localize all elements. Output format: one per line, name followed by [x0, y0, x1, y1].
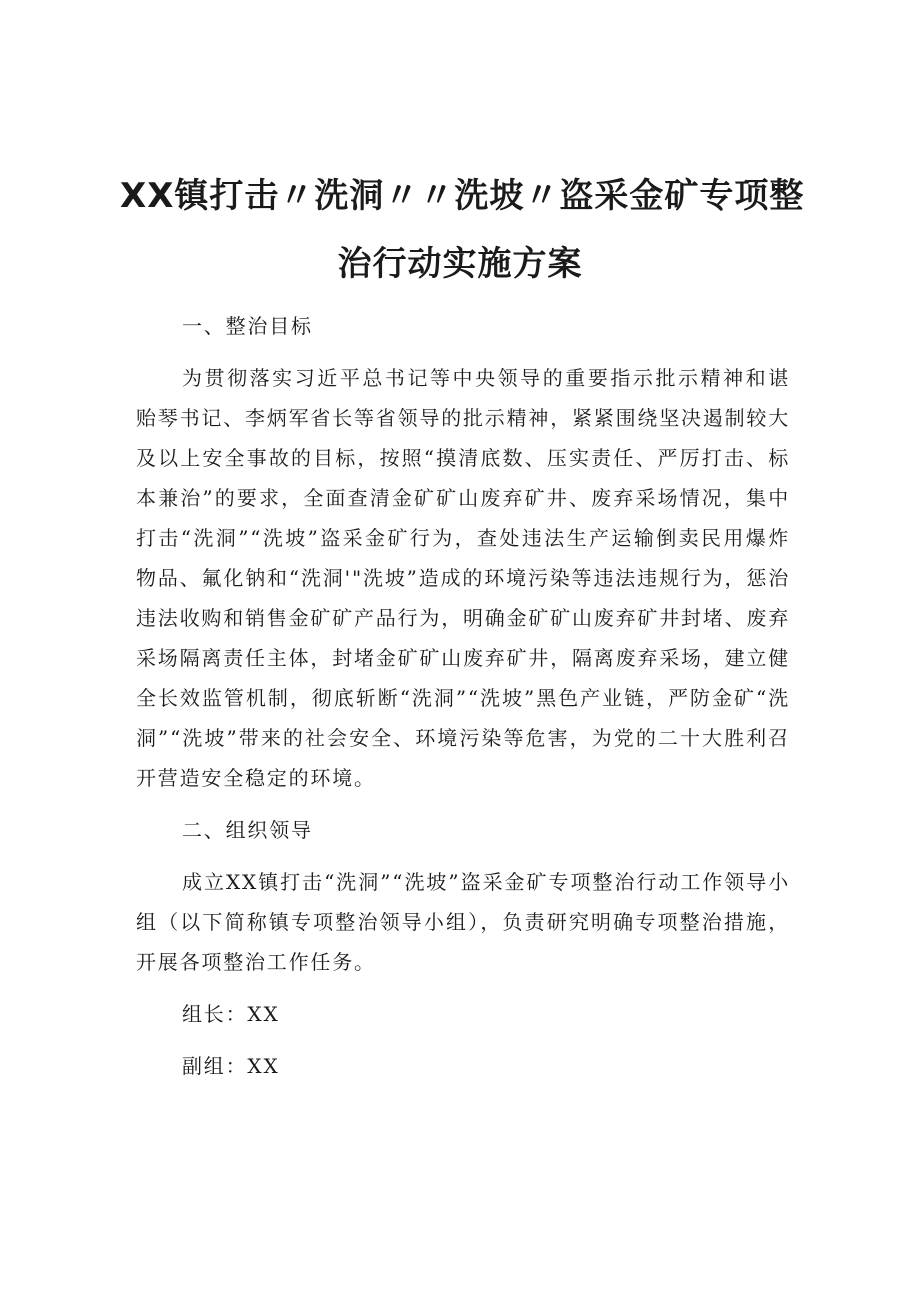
leader-line: 组长：XX: [182, 1002, 280, 1026]
section-paragraph-goals: 为贯彻落实习近平总书记等中央领导的重要指示批示精神和谌贻琴书记、李炳军省长等省领导的批示精神，紧紧围绕坚决遏制较大及以上安全事故的目标，按照“摸清底数、压实责任、严厉打击、标本兼治”的要求，全面查清金矿矿山废弃矿井、废弃采场情况，集中打击“洗洞”“洗坡”盗采金矿行为，查处违法生产运输倒卖民用爆炸物品、氟化钠和“洗洞'"洗坡”造成的环境污染等违法违规行为，惩治违法收购和销售金矿矿产品行为，明确金矿矿山废弃矿井封堵、废弃采场隔离责任主体，封堵金矿矿山废弃矿井，隔离废弃采场，建立健全长效监管机制，彻底斩断“洗洞”“洗坡”黑色产业链，严防金矿“洗洞”“洗坡”带来的社会安全、环境污染等危害，为党的二十大胜利召开营造安全稳定的环境。: [136, 366, 790, 790]
section-heading-leadership: 二、组织领导: [182, 818, 313, 842]
document-title: [120, 162, 805, 298]
section-heading-goals: 一、整治目标: [182, 314, 313, 338]
section-paragraph-leadership: 成立XX镇打击“洗洞”“洗坡”盗采金矿专项整治行动工作领导小组（以下简称镇专项整治领导小组），负责研究明确专项整治措施，开展各项整治工作任务。: [136, 870, 790, 974]
document-body: [136, 306, 790, 1098]
title-line-1: XX镇打击〃洗洞〃〃洗坡〃盗采金矿专项整: [120, 176, 805, 216]
title-line-2: 治行动实施方案: [337, 244, 583, 284]
deputy-leader-line: 副组：XX: [182, 1054, 280, 1078]
